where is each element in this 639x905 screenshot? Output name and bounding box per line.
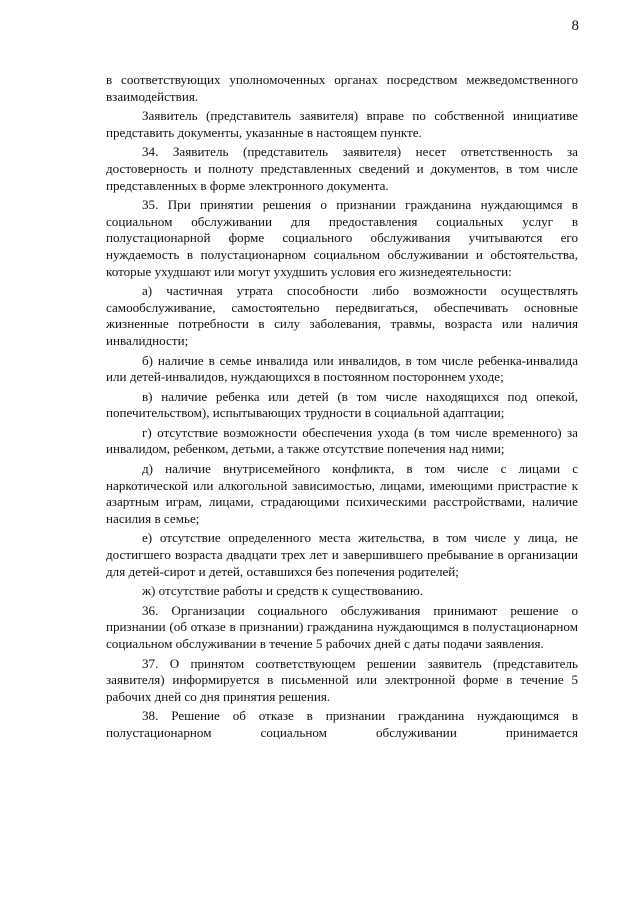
paragraph: Заявитель (представитель заявителя) вправе по собственной инициативе представить документы, указанные в настоящем пункте. — [106, 108, 578, 140]
subitem-a: а) частичная утрата способности либо возможности осуществлять самообслуживание, самостоятельно передвигаться, обеспечивать основные жизненные потребности в силу заболевания, травмы, возраста или наличия инвалидности; — [106, 283, 578, 348]
subitem-g: г) отсутствие возможности обеспечения ухода (в том числе временного) за инвалидом, ребенком, детьми, а также отсутствие попечения над ними; — [106, 424, 578, 457]
subitem-b: б) наличие в семье инвалида или инвалидов, в том числе ребенка-инвалида или детей-инвалидов, нуждающихся в постоянном постороннем уходе; — [106, 352, 578, 385]
paragraph-item-35: 35. При принятии решения о признании гражданина нуждающимся в социальном обслуживании для предоставления социальных услуг в полустационарной форме социального обслуживания учитываются его нуждаемость в полустационарном социальном обслуживании и обстоятельства, которые ухудшают или могут ухудшить условия его жизнедеятельности: — [106, 197, 578, 279]
paragraph-item-38: 38. Решение об отказе в признании гражданина нуждающимся в полустационарном социальном обслуживании принимается — [106, 708, 578, 740]
paragraph-item-36: 36. Организации социального обслуживания принимают решение о признании (об отказе в признании) гражданина нуждающимся в полустационарном социальном обслуживании в течение 5 рабочих дней с даты подачи заявления. — [106, 602, 578, 651]
paragraph-item-34: 34. Заявитель (представитель заявителя) несет ответственность за достоверность и полноту представленных сведений и документов, в том числе представленных в форме электронного документа. — [106, 144, 578, 193]
subitem-zh: ж) отсутствие работы и средств к существованию. — [142, 583, 424, 599]
subitem-d: д) наличие внутрисемейного конфликта, в том числе с лицами с наркотической или алкогольной зависимостью, лицами, имеющими пристрастие к азартным играм, лицами, страдающими психическими расстройствами, наличие насилия в семье; — [106, 461, 578, 526]
document-body — [106, 72, 578, 745]
page-number: 8 — [571, 18, 579, 34]
paragraph-item-37: 37. О принятом соответствующем решении заявитель (представитель заявителя) информируется в письменной или электронной форме в течение 5 рабочих дней со дня принятия решения. — [106, 655, 578, 704]
subitem-e: е) отсутствие определенного места жительства, в том числе у лица, не достигшего возраста двадцати трех лет и завершившего пребывание в организации для детей-сирот и детей, оставшихся без попечения родителей; — [106, 530, 578, 579]
paragraph-continuation: в соответствующих уполномоченных органах посредством межведомственного взаимодействия. — [106, 72, 578, 104]
subitem-v: в) наличие ребенка или детей (в том числе находящихся под опекой, попечительством), испытывающих трудности в социальной адаптации; — [106, 388, 578, 421]
